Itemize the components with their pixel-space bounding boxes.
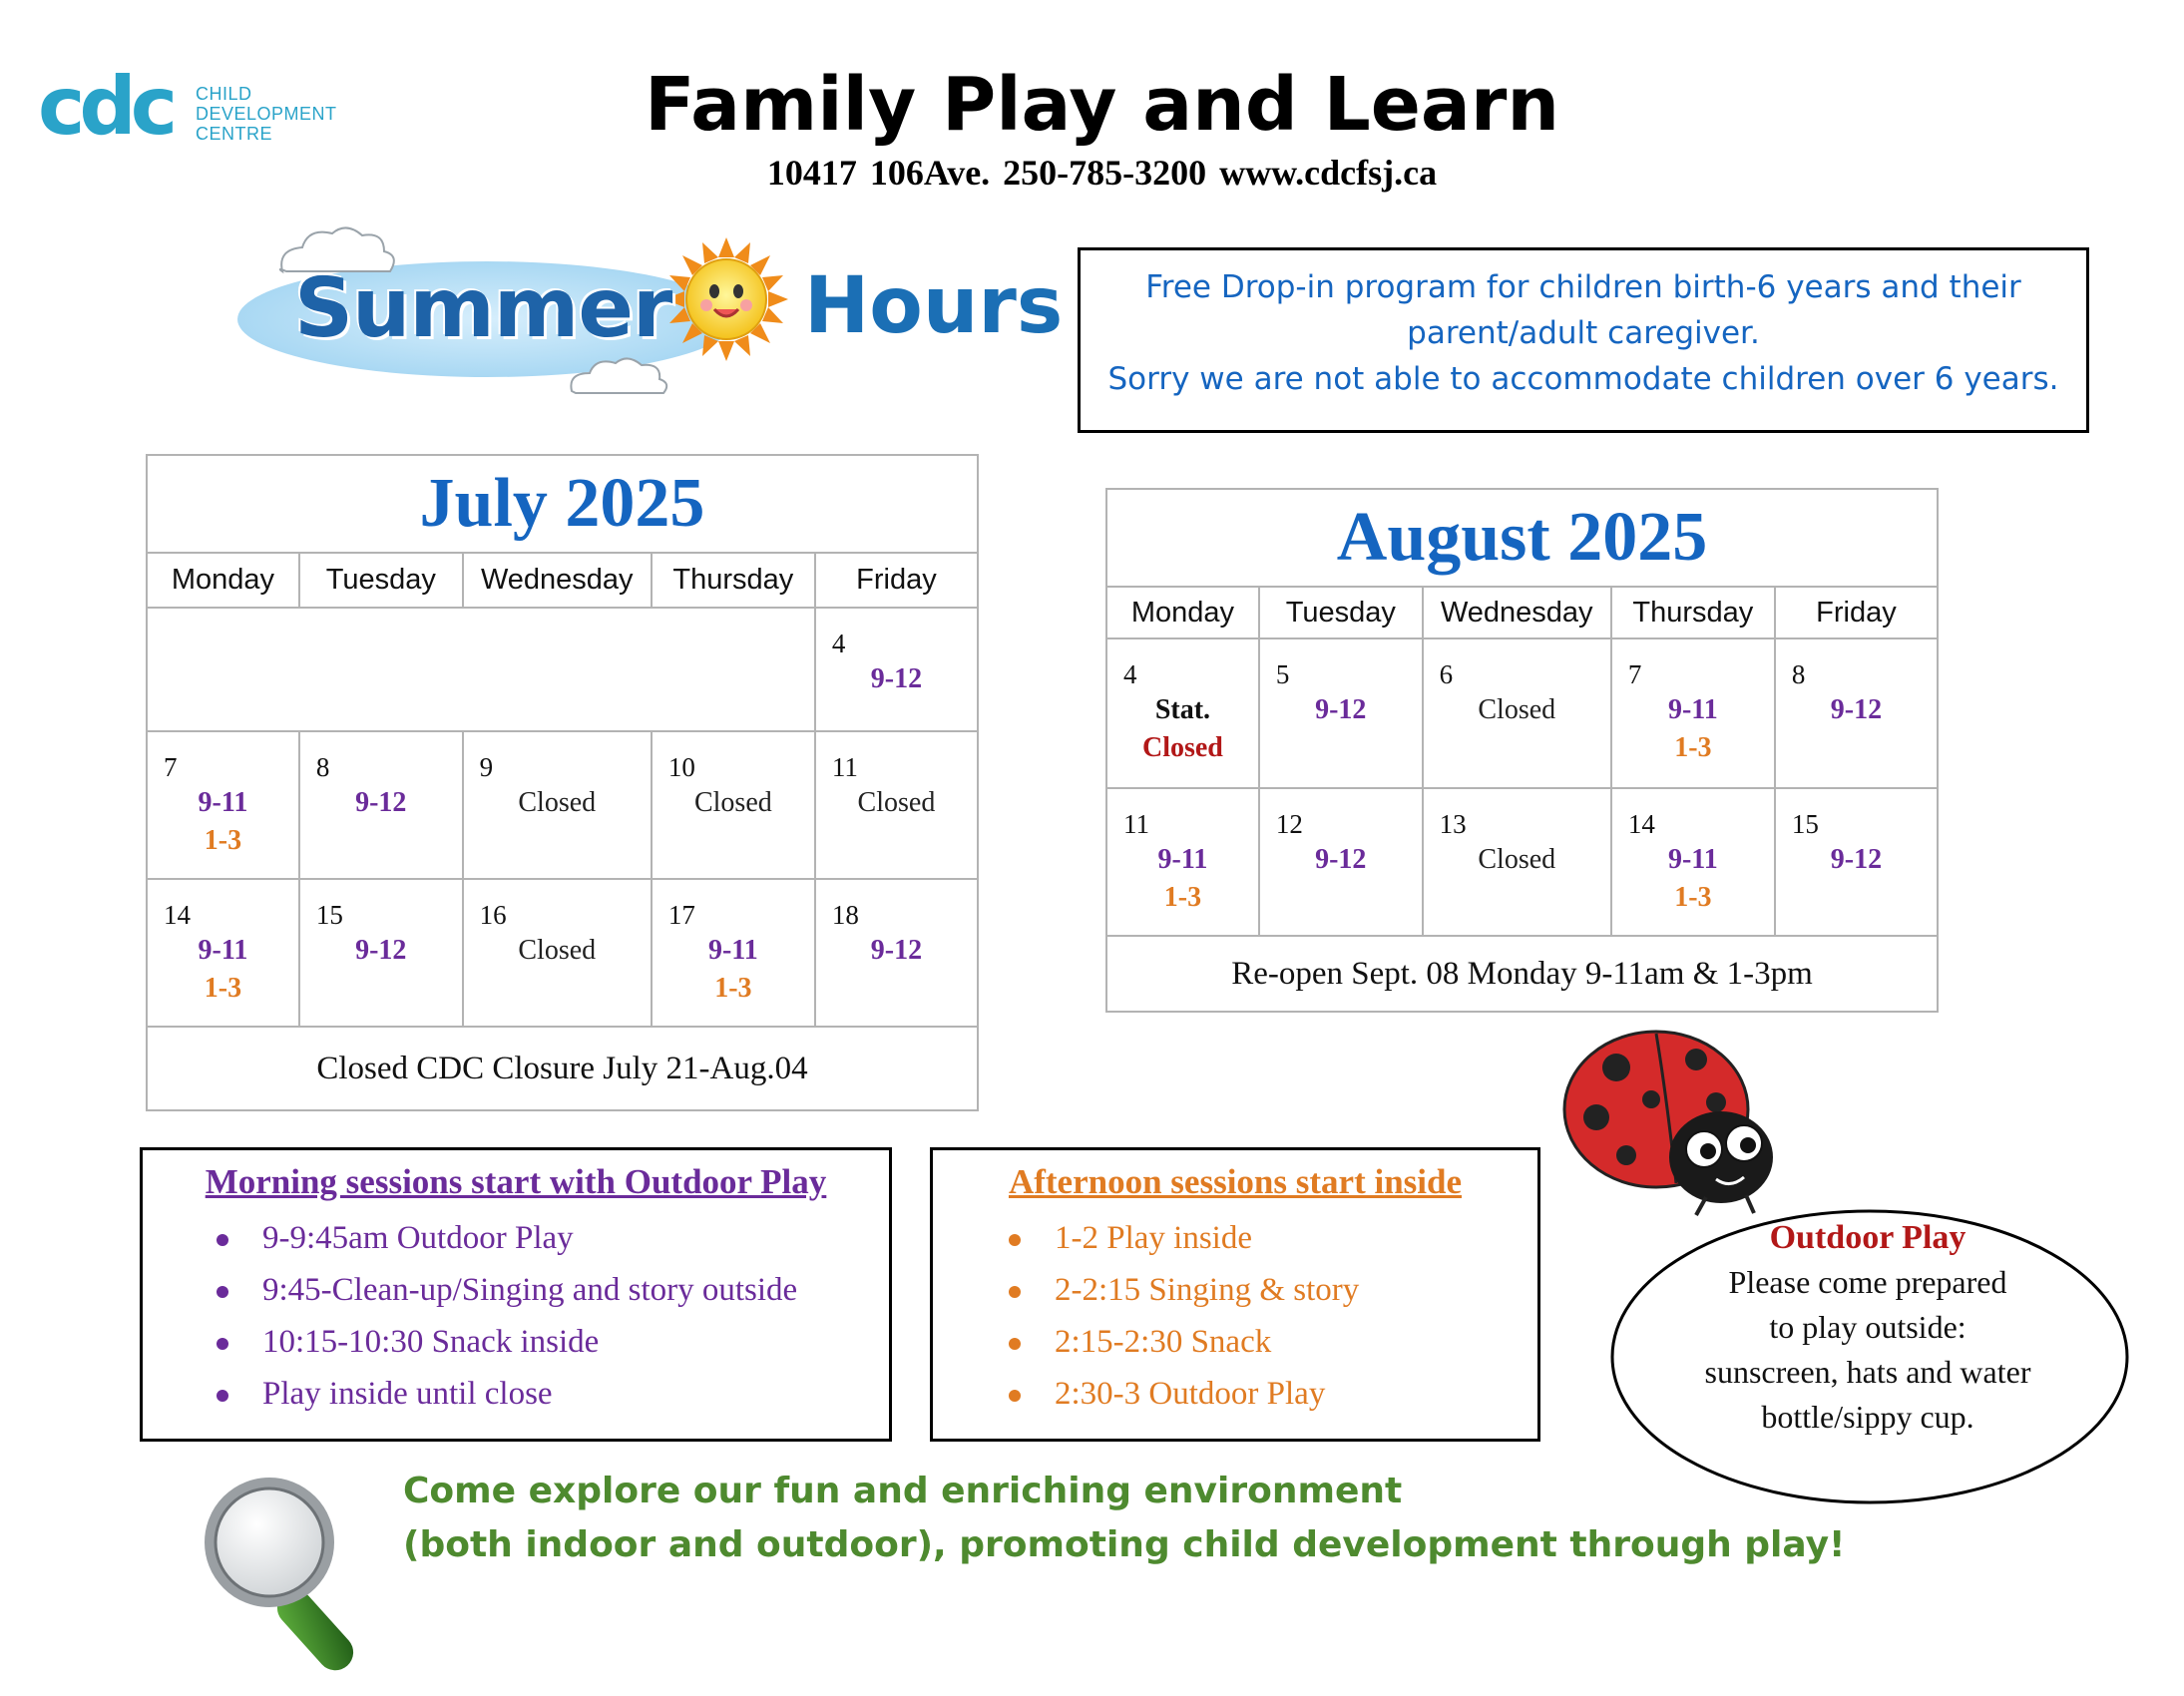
day-cell	[1423, 788, 1611, 936]
day-cell	[1423, 638, 1611, 788]
day-number: 11	[1123, 809, 1149, 839]
day-number: 17	[667, 900, 695, 930]
drop-in-notice	[1078, 247, 2089, 433]
drop-in-line: Sorry we are not able to accommodate children over 6 years.	[1107, 361, 2059, 397]
day-number: 7	[1627, 659, 1642, 689]
session-hours: 1-3	[1674, 732, 1712, 763]
session-hours: 9-12	[1830, 844, 1883, 875]
weekday-label: Tuesday	[1259, 587, 1423, 638]
august-calendar	[1105, 488, 1939, 1013]
day-number: 5	[1275, 659, 1290, 689]
logo-mark: cdc	[38, 62, 173, 153]
day-cell	[299, 731, 463, 879]
week-row	[1106, 788, 1938, 936]
weekday-header-row	[1106, 587, 1938, 638]
outdoor-line: bottle/sippy cup.	[1761, 1399, 1974, 1435]
session-hours: 9-11	[707, 935, 758, 966]
footer-line: (both indoor and outdoor), promoting child development through play!	[403, 1524, 1846, 1565]
afternoon-heading: Afternoon sessions start inside	[1008, 1162, 1463, 1201]
day-cell	[1611, 638, 1775, 788]
hours-word: Hours	[804, 261, 1064, 351]
july-closure-note: Closed CDC Closure July 21-Aug.04	[147, 1027, 978, 1110]
day-cell	[147, 879, 299, 1027]
session-hours: 1-3	[204, 973, 242, 1004]
outdoor-line: Please come prepared	[1728, 1264, 2007, 1300]
session-hours: 9-12	[1830, 694, 1883, 725]
list-item: 10:15-10:30 Snack inside	[262, 1316, 889, 1368]
session-hours: 9-12	[1315, 694, 1367, 725]
day-number: 15	[1791, 809, 1819, 839]
ladybug-icon	[1556, 1028, 1786, 1217]
closed-label: Closed	[1478, 844, 1556, 875]
week-row	[147, 731, 978, 879]
day-cell	[463, 731, 652, 879]
august-reopen-note: Re-open Sept. 08 Monday 9-11am & 1-3pm	[1106, 936, 1938, 1012]
day-number: 9	[479, 752, 494, 782]
morning-sessions-box	[140, 1147, 892, 1442]
closed-label: Closed	[857, 787, 936, 818]
day-number: 12	[1275, 809, 1303, 839]
day-cell	[1611, 788, 1775, 936]
day-cell	[1259, 788, 1423, 936]
sun-icon	[664, 237, 788, 361]
logo-line: DEVELOPMENT	[196, 104, 337, 124]
list-item: 2:30-3 Outdoor Play	[1055, 1368, 1537, 1420]
list-item: 2:15-2:30 Snack	[1055, 1316, 1537, 1368]
session-hours: 9-11	[1667, 694, 1718, 725]
session-hours: 9-11	[1157, 844, 1208, 875]
day-cell	[1259, 638, 1423, 788]
day-number: 11	[831, 752, 858, 782]
day-number: 14	[1627, 809, 1655, 839]
weekday-label: Thursday	[1611, 587, 1775, 638]
day-cell	[147, 731, 299, 879]
session-hours: 1-3	[714, 973, 752, 1004]
outdoor-play-note	[1604, 1215, 2131, 1440]
session-hours: 9-11	[1667, 844, 1718, 875]
list-item: 2-2:15 Singing & story	[1055, 1264, 1537, 1316]
july-calendar	[146, 454, 979, 1111]
day-number: 10	[667, 752, 695, 782]
weekday-label: Monday	[1106, 587, 1259, 638]
session-hours: 9-11	[198, 787, 248, 818]
day-number: 7	[164, 752, 178, 782]
afternoon-sessions-box	[930, 1147, 1540, 1442]
list-item: Play inside until close	[262, 1368, 889, 1420]
day-cell	[299, 879, 463, 1027]
morning-list	[143, 1212, 889, 1420]
day-cell	[1775, 638, 1938, 788]
august-title: August 2025	[1106, 489, 1938, 587]
day-number: 4	[1123, 659, 1137, 689]
footer-tagline	[403, 1465, 1845, 1572]
session-hours: 9-12	[870, 663, 923, 694]
week-row	[147, 879, 978, 1027]
day-cell	[1106, 638, 1259, 788]
session-hours: 1-3	[1163, 882, 1202, 913]
session-hours: 9-12	[1315, 844, 1367, 875]
weekday-label: Wednesday	[463, 553, 652, 608]
weekday-label: Thursday	[652, 553, 815, 608]
magnifying-glass-icon	[198, 1475, 387, 1674]
day-cell	[815, 608, 978, 731]
day-number: 16	[479, 900, 507, 930]
weekday-header-row	[147, 553, 978, 608]
weekday-label: Friday	[815, 553, 978, 608]
drop-in-line: parent/adult caregiver.	[1407, 315, 1760, 351]
list-item: 9-9:45am Outdoor Play	[262, 1212, 889, 1264]
weekday-label: Friday	[1775, 587, 1938, 638]
morning-heading: Morning sessions start with Outdoor Play	[205, 1162, 827, 1201]
week-row	[147, 608, 978, 731]
closed-label: Closed	[1478, 694, 1556, 725]
session-hours: 9-12	[870, 935, 923, 966]
outdoor-play-title: Outdoor Play	[1769, 1219, 1966, 1256]
day-number: 15	[315, 900, 343, 930]
day-number: 6	[1439, 659, 1454, 689]
day-cell	[815, 879, 978, 1027]
logo-line: CHILD	[196, 84, 252, 104]
stat-label: Stat.	[1154, 694, 1211, 725]
empty-day-cell	[147, 608, 815, 731]
closed-label: Closed	[518, 935, 597, 966]
logo-line: CENTRE	[196, 124, 273, 144]
session-hours: 9-12	[355, 787, 407, 818]
outdoor-line: to play outside:	[1769, 1309, 1966, 1345]
session-hours: 1-3	[1674, 882, 1712, 913]
session-hours: 1-3	[204, 825, 242, 856]
day-number: 18	[831, 900, 859, 930]
outdoor-line: sunscreen, hats and water	[1704, 1354, 2031, 1390]
closed-label: Closed	[1141, 732, 1223, 763]
closed-label: Closed	[693, 787, 772, 818]
weekday-label: Tuesday	[299, 553, 463, 608]
day-number: 13	[1439, 809, 1467, 839]
week-row	[1106, 638, 1938, 788]
footer-line: Come explore our fun and enriching environment	[403, 1471, 1403, 1511]
closed-label: Closed	[518, 787, 597, 818]
contact-line: 10417 106Ave. 250-785-3200 www.cdcfsj.ca	[766, 153, 1438, 193]
day-cell	[463, 879, 652, 1027]
weekday-label: Wednesday	[1423, 587, 1611, 638]
day-cell	[1775, 788, 1938, 936]
day-cell	[652, 731, 815, 879]
list-item: 9:45-Clean-up/Singing and story outside	[262, 1264, 889, 1316]
day-number: 14	[164, 900, 191, 930]
list-item: 1-2 Play inside	[1055, 1212, 1537, 1264]
day-cell	[652, 879, 815, 1027]
summer-word: Summer	[294, 261, 672, 356]
session-hours: 9-11	[198, 935, 248, 966]
drop-in-line: Free Drop-in program for children birth-6 years and their	[1145, 269, 2021, 305]
day-number: 4	[831, 629, 846, 658]
page-title: Family Play and Learn	[644, 62, 1560, 148]
day-cell	[815, 731, 978, 879]
day-cell	[1106, 788, 1259, 936]
day-number: 8	[1791, 659, 1806, 689]
day-number: 8	[315, 752, 330, 782]
afternoon-list	[933, 1212, 1537, 1420]
session-hours: 9-12	[355, 935, 407, 966]
july-title: July 2025	[147, 455, 978, 553]
weekday-label: Monday	[147, 553, 299, 608]
